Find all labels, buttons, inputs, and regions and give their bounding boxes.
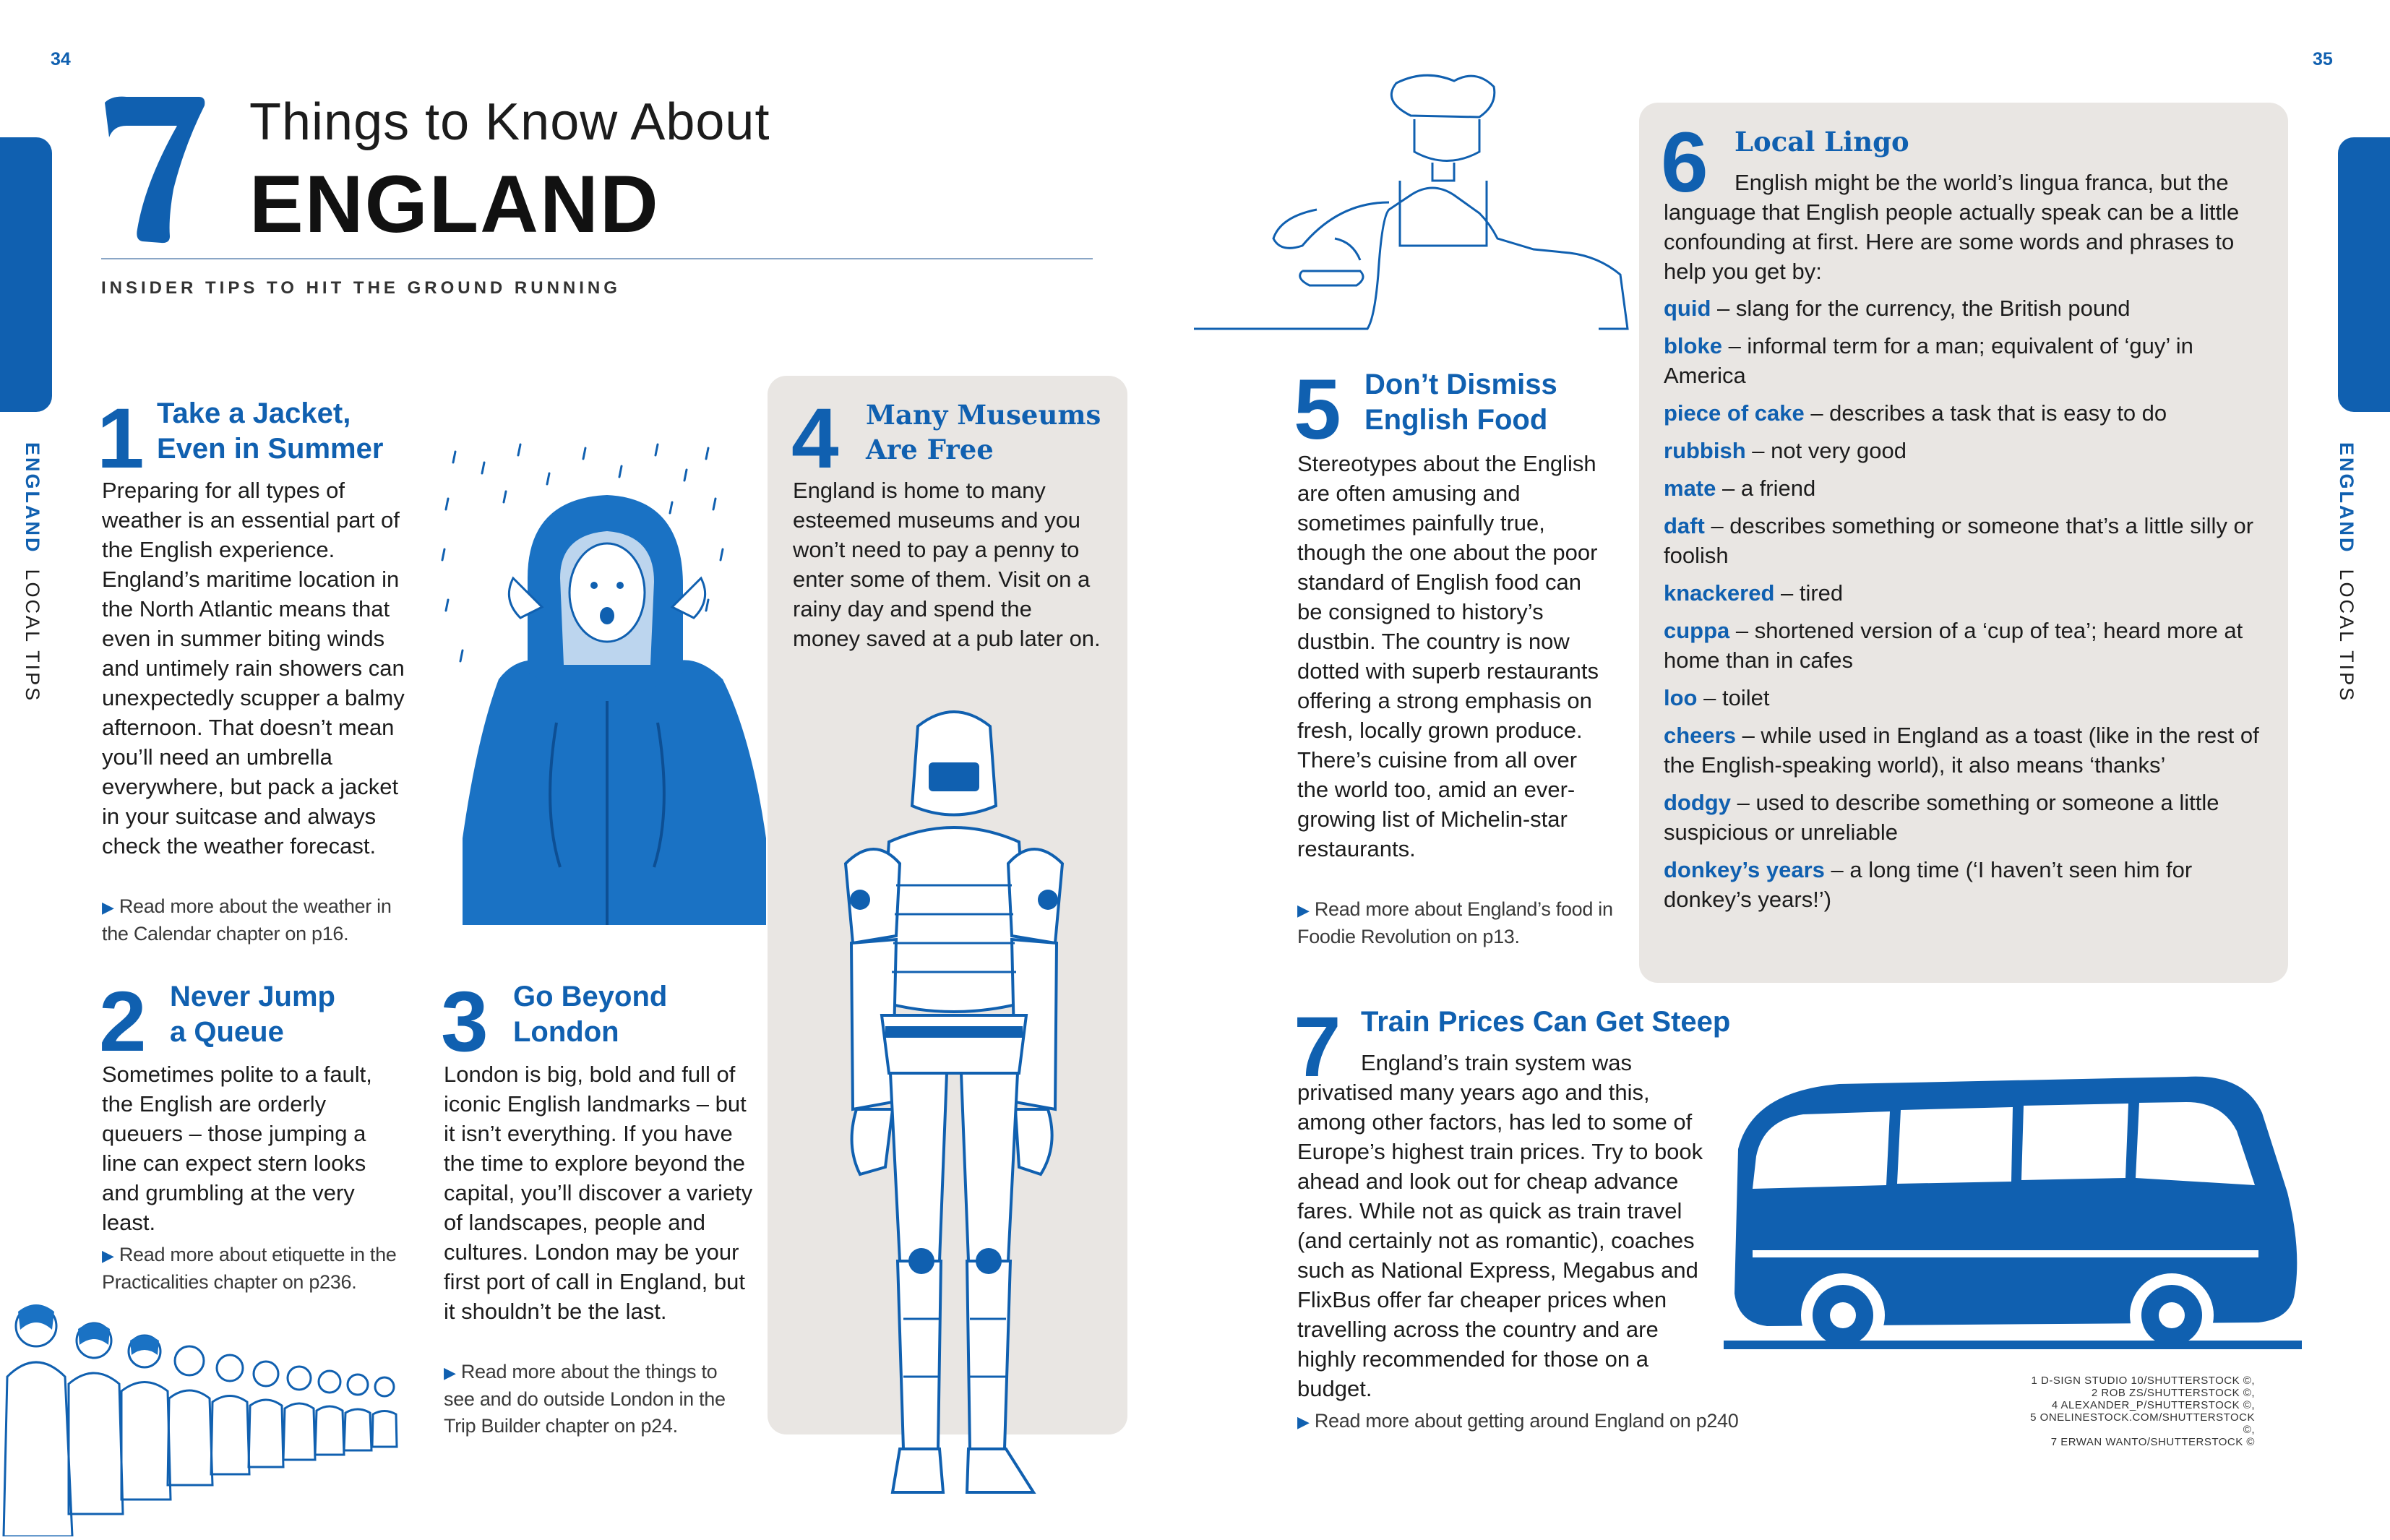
glossary-item: bloke – informal term for a man; equivalent of ‘guy’ in America — [1664, 333, 2193, 388]
tip-5-number: 5 — [1294, 362, 1341, 457]
read-more-arrow-icon: ▶ — [102, 1247, 114, 1265]
photo-credits: 1 D-SIGN STUDIO 10/SHUTTERSTOCK ©, 2 ROB ZS/SHUTTERSTOCK ©, 4 ALEXANDER_P/SHUTTERSTOCK ©, 5 ONELINESTOCK.COM/SHUTTERSTOCK ©, 7 ERWAN WANTO/SHUTTERSTOCK © — [2030, 1375, 2255, 1448]
tip-3-number: 3 — [441, 974, 489, 1070]
side-label-left: ENGLAND LOCAL TIPS — [22, 442, 43, 703]
glossary-item: cheers – while used in England as a toast (like in the rest of the English-speaking world), it also means ‘thanks’ — [1664, 723, 2259, 778]
coach-bus-illustration — [1724, 1062, 2302, 1362]
tip-3-heading: Go Beyond London — [513, 981, 668, 1048]
queue-people-illustration — [0, 1297, 434, 1540]
tip-2-number: 2 — [99, 974, 147, 1070]
armour-knight-illustration — [831, 697, 1077, 1518]
tip-4-body: England is home to many esteemed museums and you won’t need to pay a penny to enter some of them. Visit on a rainy day and spend the money saved at a pub later on. — [793, 478, 1101, 651]
raincoat-woman-illustration — [434, 434, 773, 936]
glossary-item: rubbish – not very good — [1664, 438, 1907, 463]
tip-6-heading: Local Lingo — [1735, 126, 1909, 158]
tip-2-body: Sometimes polite to a fault, the English are orderly queuers – those jumping a line can expect stern looks and grumbling at the very least. — [102, 1062, 372, 1235]
tip-1-heading: Take a Jacket, Even in Summer — [157, 397, 384, 465]
chef-line-illustration — [1194, 72, 1642, 343]
tip-2-heading: Never Jump a Queue — [170, 981, 335, 1048]
lingo-glossary — [1664, 293, 2271, 922]
tip-4-heading: Many Museums Are Free — [866, 399, 1101, 466]
side-label-right: ENGLAND LOCAL TIPS — [2336, 442, 2357, 703]
tip-2-read-more[interactable]: ▶ Read more about etiquette in the Practicalities chapter on p236. — [102, 1244, 397, 1293]
tip-4-number: 4 — [791, 391, 839, 486]
tip-7-number: 7 — [1294, 999, 1341, 1095]
side-tab-right — [2338, 137, 2390, 412]
glossary-item: dodgy – used to describe something or someone a little suspicious or unreliable — [1664, 790, 2219, 845]
page-title: Things to Know About — [249, 93, 770, 151]
glossary-item: loo – toilet — [1664, 685, 1770, 710]
glossary-item: donkey’s years – a long time (‘I haven’t seen him for donkey’s years!’) — [1664, 857, 2193, 912]
tip-6-intro: English might be the world’s lingua franca, but the language that English people actually speak can be a little confounding at first. Here are some words and phrases to help you get by: — [1664, 170, 2240, 284]
header-divider — [101, 258, 1093, 259]
tip-5-body: Stereotypes about the English are often amusing and sometimes painfully true, though the one about the poor standard of English food can be consigned to history’s dustbin. The country is now dotted with superb restaurants offering a strong emphasis on fresh, locally grown produce. There’s cuisine from all over the world too, amid an ever-growing list of Michelin-star restaurants. — [1297, 451, 1599, 861]
read-more-arrow-icon: ▶ — [1297, 1413, 1310, 1431]
glossary-item: mate – a friend — [1664, 476, 1816, 501]
page-number-right: 35 — [2313, 49, 2333, 69]
glossary-item: daft – describes something or someone that’s a little silly or foolish — [1664, 513, 2254, 568]
big-seven-numeral — [98, 81, 213, 251]
glossary-item: piece of cake – describes a task that is easy to do — [1664, 400, 2167, 426]
tip-7-heading: Train Prices Can Get Steep — [1361, 1006, 1731, 1038]
glossary-item: knackered – tired — [1664, 580, 1844, 606]
glossary-item: quid – slang for the currency, the British pound — [1664, 296, 2131, 321]
side-tab-left — [0, 137, 52, 412]
tip-6-number: 6 — [1661, 115, 1708, 210]
read-more-arrow-icon: ▶ — [1297, 901, 1310, 919]
tip-1-number: 1 — [97, 391, 145, 486]
page-title-big: ENGLAND — [249, 159, 660, 249]
tip-7-body: England’s train system was privatised many years ago and this, among other factors, has led to some of Europe’s highest train prices. Try to book ahead and look out for cheap advance fares. While not as quick as train travel (and certainly not as romantic), coaches such as National Express, Megabus and FlixBus offer far cheaper prices when travelling across the country and are highly recommended for those on a budget. — [1297, 1050, 1703, 1401]
read-more-arrow-icon: ▶ — [102, 898, 114, 916]
tip-5-read-more[interactable]: ▶ Read more about England’s food in Foodie Revolution on p13. — [1297, 898, 1613, 947]
tip-3-read-more[interactable]: ▶ Read more about the things to see and do outside London in the Trip Builder chapter on p24. — [444, 1361, 726, 1437]
tip-7-read-more[interactable]: ▶ Read more about getting around England on p240 — [1297, 1410, 1739, 1432]
page-number-left: 34 — [51, 49, 71, 69]
page-subtitle: INSIDER TIPS TO HIT THE GROUND RUNNING — [101, 278, 621, 298]
tip-1-body: Preparing for all types of weather is an essential part of the English experience. England’s maritime location in the North Atlantic means that even in summer biting winds and untimely rain showers can unexpectedly scupper a balmy afternoon. That doesn’t mean you’ll need an umbrella everywhere, but pack a jacket in your suitcase and always check the weather forecast. — [102, 478, 405, 859]
read-more-arrow-icon: ▶ — [444, 1364, 456, 1382]
glossary-item: cuppa – shortened version of a ‘cup of tea’; heard more at home than in cafes — [1664, 618, 2243, 673]
tip-3-body: London is big, bold and full of iconic English landmarks – but it isn’t everything. If you have the time to explore beyond the capital, you’ll discover a variety of landscapes, people and cultures. London may be your first port of call in England, but it shouldn’t be the last. — [444, 1062, 753, 1324]
tip-1-read-more[interactable]: ▶ Read more about the weather in the Calendar chapter on p16. — [102, 895, 392, 945]
tip-5-heading: Don’t Dismiss English Food — [1364, 369, 1557, 436]
